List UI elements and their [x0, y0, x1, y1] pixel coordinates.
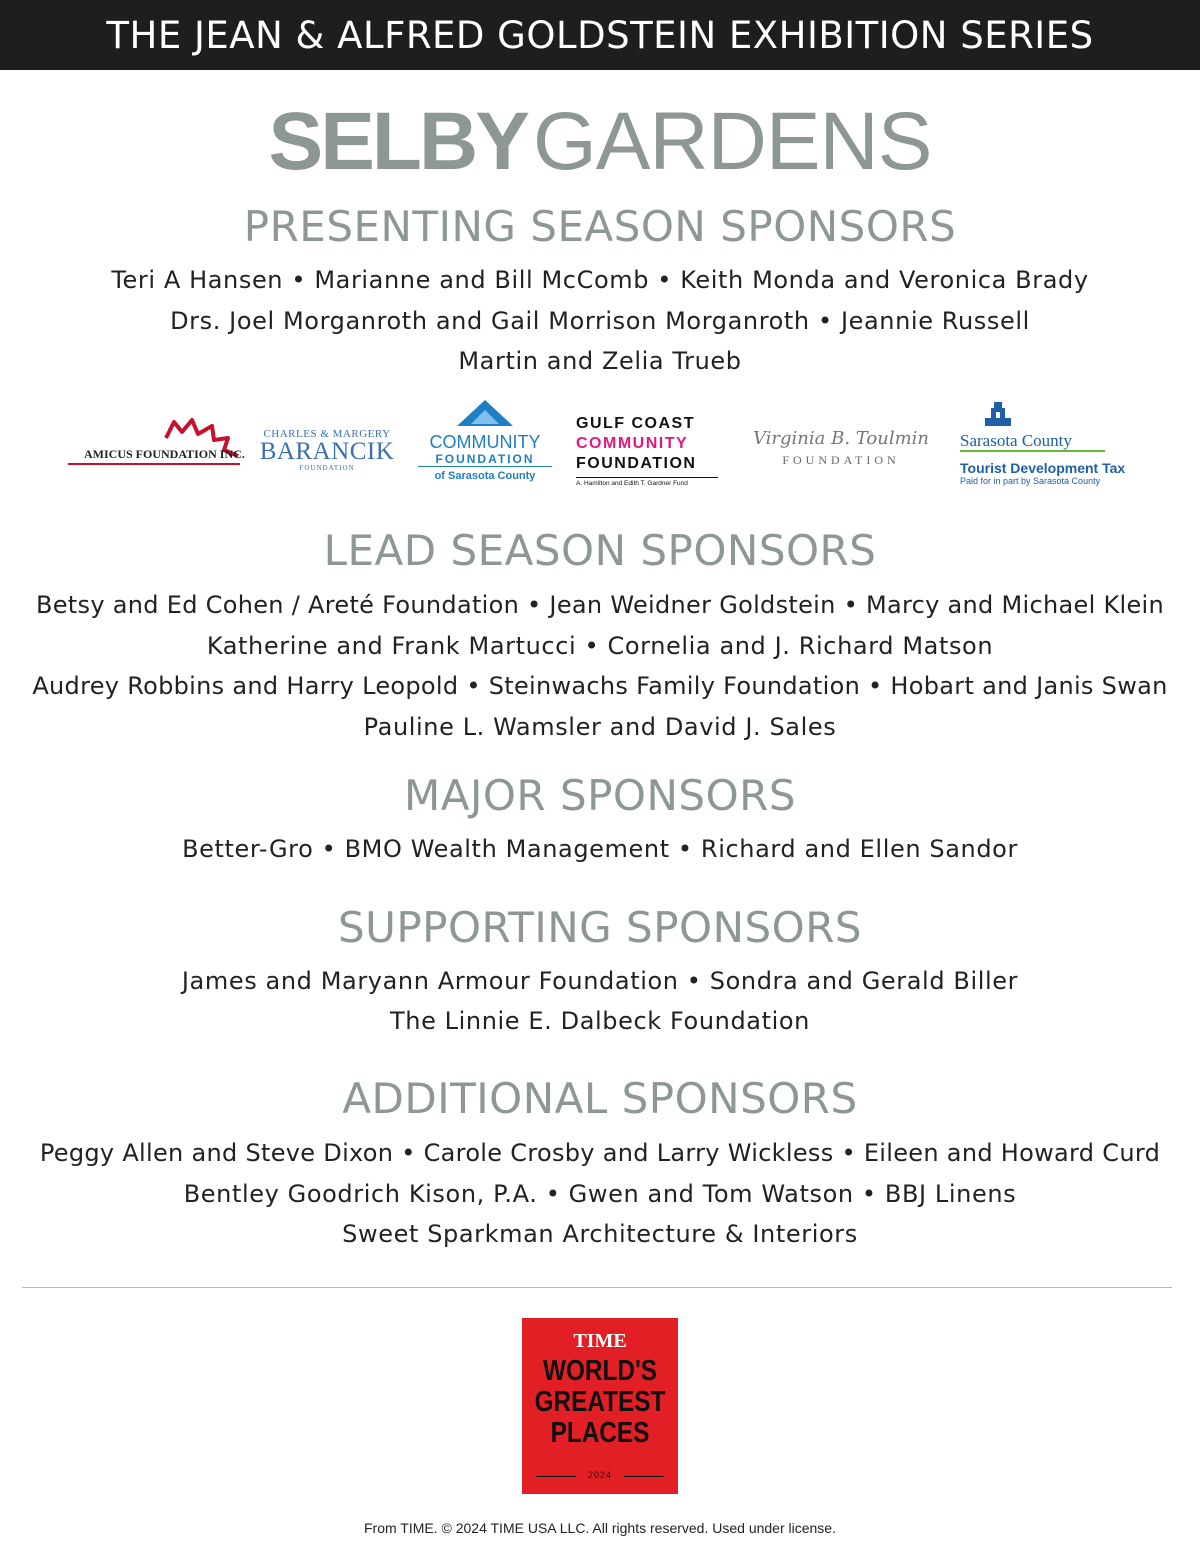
amicus-foundation-logo [66, 414, 245, 470]
time-badge-title [534, 1356, 665, 1449]
lead-sponsor-line: Pauline L. Wamsler and David J. Sales [363, 713, 837, 741]
barancik-logo-top: CHARLES & MARGERY [263, 428, 391, 440]
section-divider [22, 1287, 1172, 1288]
sarasota-logo-line3: Paid for in part by Sarasota County [960, 476, 1101, 486]
additional-sponsor-line: Bentley Goodrich Kison, P.A. • Gwen and Tom Watson • BBJ Linens [183, 1180, 1017, 1208]
sarasota-logo-line1: Sarasota County [960, 432, 1105, 452]
presenting-sponsor-line: Martin and Zelia Trueb [458, 347, 742, 375]
wordmark-selby: SELBY [268, 96, 527, 187]
gulf-logo-line1: GULF COAST [576, 415, 695, 432]
barancik-logo-sub: FOUNDATION [299, 464, 355, 472]
lead-sponsor-line: Audrey Robbins and Harry Leopold • Steinwachs Family Foundation • Hobart and Janis Swan [32, 672, 1168, 700]
lead-sponsor-line: Katherine and Frank Martucci • Cornelia and J. Richard Matson [206, 632, 994, 660]
time-worlds-greatest-places-badge [522, 1318, 678, 1494]
toulmin-logo-script: Virginia B. Toulmin [752, 428, 929, 449]
gulf-logo-line3: FOUNDATION [576, 455, 697, 472]
courthouse-tower-icon [980, 400, 1016, 428]
time-license-footer: From TIME. © 2024 TIME USA LLC. All rights reserved. Used under license. [364, 1520, 836, 1536]
cfsc-logo-line1: COMMUNITY [429, 432, 541, 452]
sarasota-logo-line2: Tourist Development Tax [960, 460, 1126, 476]
major-sponsors-heading: MAJOR SPONSORS [404, 771, 796, 820]
time-badge-lines: WORLD'S GREATEST PLACES [534, 1355, 666, 1449]
presenting-sponsor-line: Drs. Joel Morganroth and Gail Morrison Morganroth • Jeannie Russell [170, 307, 1030, 335]
amicus-logo-text: AMICUS FOUNDATION INC. [84, 447, 245, 461]
supporting-sponsor-line: James and Maryann Armour Foundation • Sondra and Gerald Biller [181, 967, 1019, 995]
community-foundation-sarasota-logo [418, 398, 552, 490]
supporting-sponsor-line: The Linnie E. Dalbeck Foundation [390, 1007, 810, 1035]
major-sponsor-line: Better-Gro • BMO Wealth Management • Richard and Ellen Sandor [182, 835, 1018, 863]
exhibition-series-banner: THE JEAN & ALFRED GOLDSTEIN EXHIBITION SERIES [0, 0, 1200, 70]
barancik-foundation-logo [258, 428, 396, 482]
additional-sponsors-heading: ADDITIONAL SPONSORS [342, 1074, 858, 1123]
gulf-coast-community-foundation-logo [576, 414, 718, 490]
cfsc-logo-line3: of Sarasota County [434, 470, 536, 482]
community-foundation-house-icon [455, 398, 515, 428]
cfsc-logo-line2: FOUNDATION [418, 452, 552, 467]
badge-rule-right [624, 1476, 664, 1477]
additional-sponsor-line: Peggy Allen and Steve Dixon • Carole Crosby and Larry Wickless • Eileen and Howard Curd [39, 1139, 1161, 1167]
presenting-sponsors-heading: PRESENTING SEASON SPONSORS [243, 202, 957, 251]
supporting-sponsors-heading: SUPPORTING SPONSORS [337, 903, 863, 952]
presenting-sponsor-line: Teri A Hansen • Marianne and Bill McComb • Keith Monda and Veronica Brady [111, 266, 1089, 294]
virginia-toulmin-foundation-logo [738, 428, 944, 480]
toulmin-logo-sub: FOUNDATION [782, 453, 900, 467]
gulf-logo-line2: COMMUNITY [576, 435, 689, 452]
gulf-logo-line4: A. Hamilton and Edith T. Gardner Fund [576, 477, 718, 487]
sarasota-county-tdt-logo [960, 400, 1140, 490]
selby-gardens-wordmark [0, 92, 1200, 192]
wordmark-gardens: GARDENS [532, 96, 932, 187]
time-brand: TIME [573, 1330, 627, 1352]
barancik-logo-main: BARANCIK [259, 438, 395, 465]
additional-sponsor-line: Sweet Sparkman Architecture & Interiors [342, 1220, 858, 1248]
lead-sponsors-heading: LEAD SEASON SPONSORS [323, 526, 877, 575]
time-badge-year: 2024 [587, 1470, 613, 1480]
lead-sponsor-line: Betsy and Ed Cohen / Areté Foundation • Jean Weidner Goldstein • Marcy and Michael Klein [35, 591, 1165, 619]
